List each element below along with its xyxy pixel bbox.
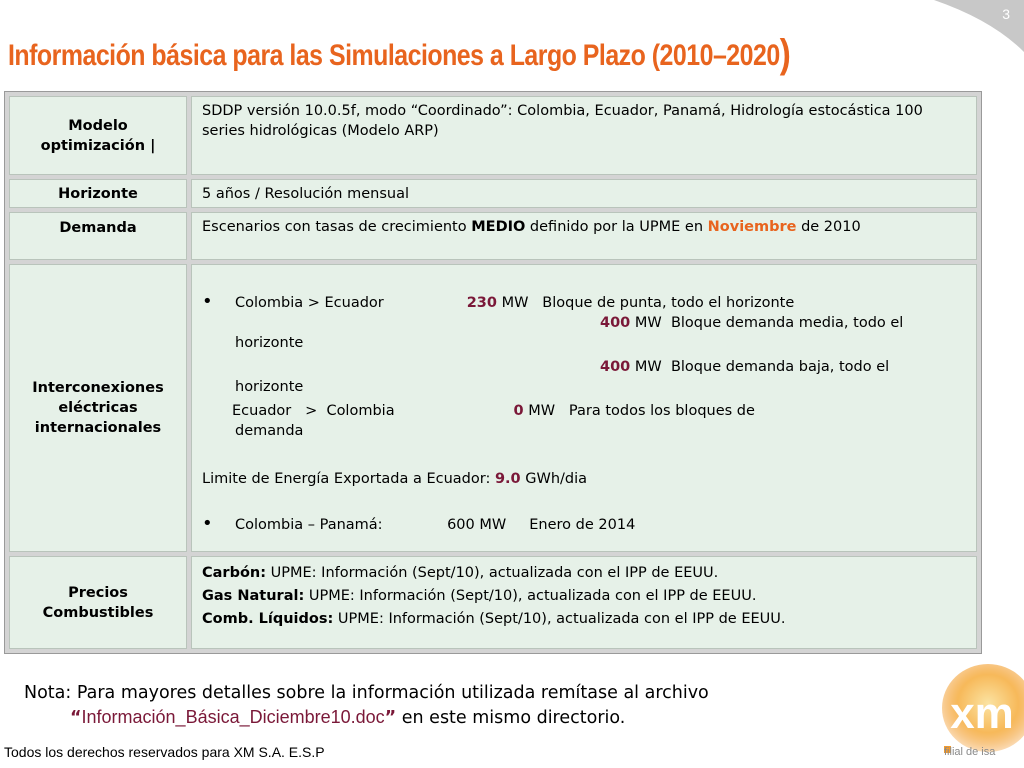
- ecuador-colombia-cont-line: [202, 421, 966, 441]
- bullet-icon: •: [202, 291, 213, 312]
- demanda-label: Demanda: [59, 220, 137, 236]
- baja-text: MW Bloque demanda baja, todo el: [630, 359, 890, 375]
- title-text: Información básica para las Simulaciones a Largo Plazo (2010–2020: [8, 39, 780, 72]
- horizonte-label-cell: [9, 179, 187, 208]
- note-close-quote: ”: [384, 708, 397, 728]
- interconexiones-label-cell: [9, 264, 187, 552]
- colombia-ecuador-mw: 230: [466, 295, 497, 311]
- title-close-paren: ): [779, 32, 791, 76]
- ecuador-colombia-cont: demanda: [235, 423, 304, 439]
- precio-gas-name: Gas Natural:: [202, 588, 305, 604]
- ecuador-colombia-route: Ecuador > Colombia: [232, 403, 478, 419]
- precio-liquidos-text: UPME: Información (Sept/10), actualizada con el IPP de EEUU.: [333, 611, 786, 627]
- colombia-panama-line: [202, 515, 966, 535]
- interconexiones-label: Interconexiones eléctricas internacionales: [32, 380, 164, 436]
- baja-cont: horizonte: [235, 379, 304, 395]
- precios-value-cell: [191, 556, 977, 649]
- demanda-label-cell: [9, 212, 187, 260]
- colombia-ecuador-route: Colombia > Ecuador: [235, 295, 467, 311]
- bullet-icon: •: [202, 513, 213, 534]
- limite-line: [202, 469, 966, 489]
- precio-liquidos-name: Comb. Líquidos:: [202, 611, 334, 627]
- limite-suffix: GWh/dia: [520, 471, 588, 487]
- demanda-month: Noviembre: [707, 219, 797, 235]
- modelo-value-cell: [191, 96, 977, 175]
- horizonte-value: 5 años / Resolución mensual: [202, 186, 409, 202]
- modelo-label-cell: [9, 96, 187, 175]
- colombia-ecuador-text: MW Bloque de punta, todo el horizonte: [497, 295, 795, 311]
- modelo-label: Modelo optimización |: [40, 117, 156, 154]
- demanda-prefix: Escenarios con tasas de crecimiento: [202, 219, 472, 235]
- ecuador-colombia-line: [202, 401, 966, 421]
- limite-prefix: Limite de Energía Exportada a Ecuador:: [202, 471, 495, 487]
- media-line: [202, 313, 966, 333]
- precio-carbon-name: Carbón:: [202, 565, 267, 581]
- limite-value: 9.0: [494, 471, 521, 487]
- demanda-scenario: MEDIO: [471, 219, 526, 235]
- corner-decoration: [934, 0, 1024, 52]
- page-number: 3: [1002, 6, 1010, 22]
- colombia-ecuador-line: [202, 293, 966, 313]
- precios-label-cell: [9, 556, 187, 649]
- note: [24, 681, 709, 730]
- note-line-1: Nota: Para mayores detalles sobre la información utilizada remítase al archivo: [24, 683, 709, 703]
- info-table: [4, 91, 982, 654]
- precios-label: Precios Combustibles: [42, 584, 154, 621]
- media-cont-line: [202, 333, 966, 353]
- modelo-value: SDDP versión 10.0.5f, modo “Coordinado”: Colombia, Ecuador, Panamá, Hidrología estocástica 100 series hidrológicas (Modelo ARP): [202, 103, 923, 139]
- precio-carbon-text: UPME: Información (Sept/10), actualizada con el IPP de EEUU.: [266, 565, 719, 581]
- media-text: MW Bloque demanda media, todo el: [630, 315, 904, 331]
- ecuador-colombia-text: MW Para todos los bloques de: [523, 403, 755, 419]
- footer-copyright: Todos los derechos reservados para XM S.A. E.S.P: [4, 744, 325, 760]
- logo-subtext: filial de isa: [944, 746, 996, 758]
- note-filename: Información_Básica_Diciembre10.doc: [81, 707, 385, 727]
- ecuador-colombia-mw: 0: [513, 403, 524, 419]
- baja-line: [202, 357, 966, 377]
- media-mw: 400: [600, 315, 631, 331]
- page-title: [8, 30, 805, 75]
- horizonte-label: Horizonte: [58, 185, 138, 202]
- precio-gas-text: UPME: Información (Sept/10), actualizada con el IPP de EEUU.: [304, 588, 757, 604]
- demanda-mid: definido por la UPME en: [525, 219, 708, 235]
- interconexiones-value-cell: [191, 264, 977, 552]
- baja-cont-line: [202, 377, 966, 397]
- colombia-panama-text: Colombia – Panamá: 600 MW Enero de 2014: [235, 517, 636, 533]
- note-suffix: en este mismo directorio.: [396, 708, 626, 728]
- precio-liquidos: [202, 608, 966, 631]
- precio-gas: [202, 585, 966, 608]
- logo-text: xm: [950, 689, 1014, 738]
- media-cont: horizonte: [235, 335, 304, 351]
- horizonte-value-cell: [191, 179, 977, 208]
- precio-carbon: [202, 562, 966, 585]
- note-line-2: [24, 705, 709, 730]
- demanda-value-cell: [191, 212, 977, 260]
- baja-mw: 400: [600, 359, 631, 375]
- demanda-suffix: de 2010: [796, 219, 861, 235]
- note-open-quote: “: [70, 708, 82, 728]
